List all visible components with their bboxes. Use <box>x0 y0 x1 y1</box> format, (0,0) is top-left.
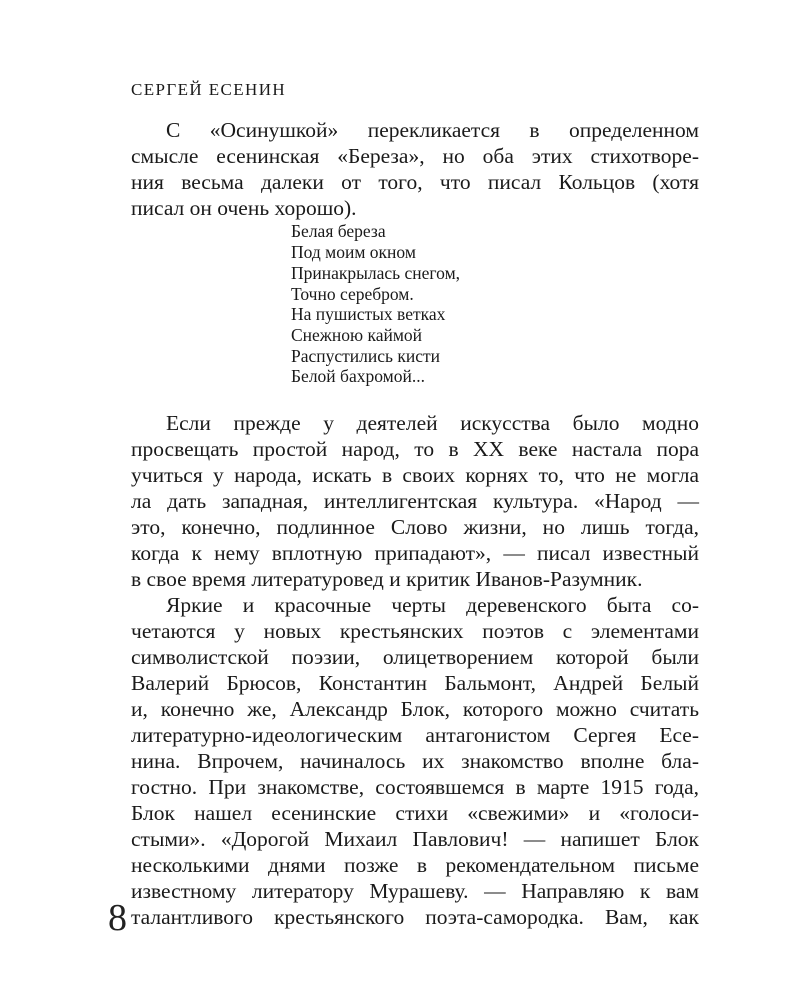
text-line: это, конечно, подлинное Слово жизни, но лишь тогда, <box>131 515 699 539</box>
poem-line: Точно серебром. <box>291 284 414 304</box>
text-line: смысле есенинская «Береза», но оба этих стихотворе- <box>131 144 699 168</box>
text-line: когда к нему вплотную припадают», — писал известный <box>131 541 699 565</box>
text-line: талантливого крестьянского поэта-самородка. Вам, как <box>131 905 699 929</box>
text-line: Валерий Брюсов, Константин Бальмонт, Андрей Белый <box>131 671 699 695</box>
text-line: Блок нашел есенинские стихи «свежими» и «голоси- <box>131 801 699 825</box>
poem-line: Распустились кисти <box>291 346 441 366</box>
poem-line: Белая береза <box>291 221 386 241</box>
text-line: ла дать западная, интеллигентская культура. «Народ — <box>131 489 699 513</box>
poem-line: Снежною каймой <box>291 325 423 345</box>
text-line: Если прежде у деятелей искусства было модно <box>166 411 699 435</box>
text-line: Яркие и красочные черты деревенского быта со- <box>166 593 699 617</box>
text-line: ния весьма далеки от того, что писал Кольцов (хотя <box>131 170 699 194</box>
poem-line: Белой бахромой... <box>291 366 425 386</box>
text-line: символистской поэзии, олицетворением которой были <box>131 645 699 669</box>
text-line: стыми». «Дорогой Михаил Павлович! — напишет Блок <box>131 827 699 851</box>
running-head: СЕРГЕЙ ЕСЕНИН <box>131 80 287 99</box>
text-line: просвещать простой народ, то в XX веке настала пора <box>131 437 699 461</box>
text-line: гостно. При знакомстве, состоявшемся в марте 1915 года, <box>131 775 699 799</box>
text-line: учиться у народа, искать в своих корнях то, что не могла <box>131 463 699 487</box>
text-line: четаются у новых крестьянских поэтов с элементами <box>131 619 699 643</box>
poem-line: На пушистых ветках <box>291 304 446 324</box>
text-line: несколькими днями позже в рекомендательном письме <box>131 853 699 877</box>
text-line: известному литератору Мурашеву. — Направляю к вам <box>131 879 699 903</box>
text-line: С «Осинушкой» перекликается в определенном <box>166 118 699 142</box>
text-line: писал он очень хорошо). <box>131 196 357 220</box>
text-line: литературно-идеологическим антагонистом Сергея Есе- <box>131 723 699 747</box>
text-line: и, конечно же, Александр Блок, которого можно считать <box>131 697 699 721</box>
text-line: нина. Впрочем, начиналось их знакомство вполне бла- <box>131 749 699 773</box>
poem-line: Принакрылась снегом, <box>291 263 461 283</box>
poem-line: Под моим окном <box>291 242 416 262</box>
page-number: 8 <box>108 897 127 939</box>
text-line: в свое время литературовед и критик Иванов-Разумник. <box>131 567 643 591</box>
